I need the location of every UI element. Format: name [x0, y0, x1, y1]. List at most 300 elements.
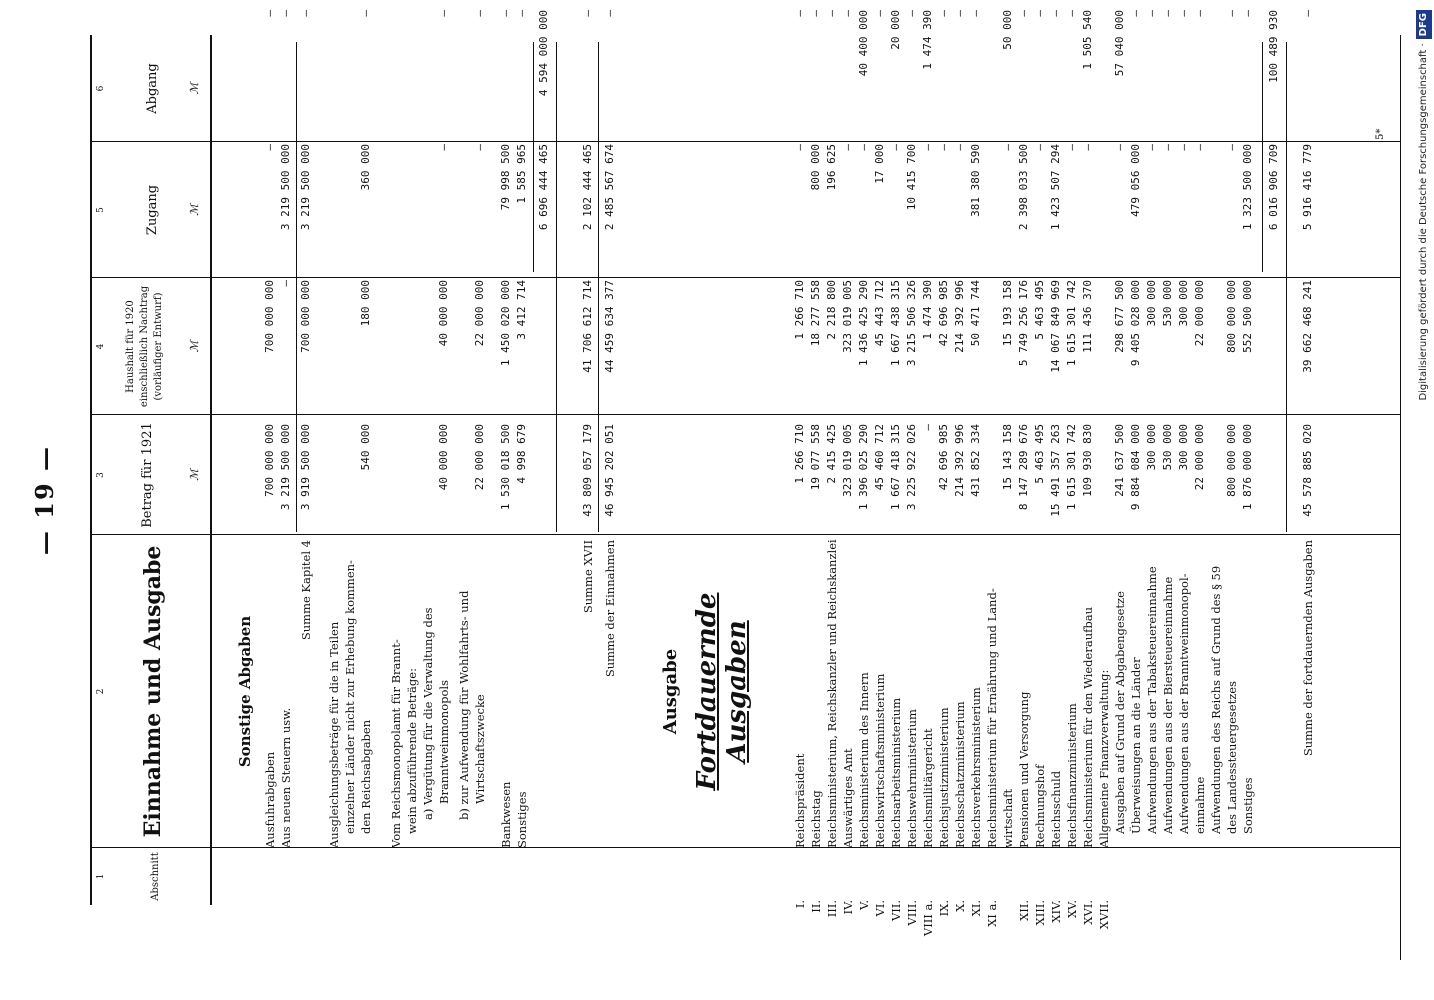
row-section-number: V.: [857, 900, 871, 910]
row-label: Reichsarbeitsministerium: [889, 697, 903, 848]
subtotal-row: [1266, 10, 1282, 960]
row-value-abgang: —: [581, 10, 594, 17]
table-row: [936, 10, 952, 960]
row-value-1920: 2 218 800: [825, 280, 838, 340]
row-value-1920: 40 000 000: [437, 280, 450, 347]
column-number-1: 1: [96, 873, 106, 880]
row-value-1921: 700 000 000: [263, 424, 276, 497]
row-value-zugang: —: [1001, 144, 1014, 151]
text-line: [456, 30, 472, 960]
row-label: Rechnungshof: [1033, 764, 1047, 848]
row-value-abgang: —: [603, 10, 616, 17]
table-row: [856, 10, 872, 960]
row-value-1920: 300 000: [1145, 280, 1158, 327]
row-value-1921: 45 578 885 020: [1301, 424, 1314, 517]
row-value-1920: 700 000 000: [299, 280, 312, 353]
sum-rule: [598, 42, 599, 532]
column-number-4: 4: [96, 343, 106, 350]
row-value-1920: 300 000: [1177, 280, 1190, 327]
row-value-1921: 46 945 202 051: [603, 424, 616, 517]
row-value-abgang: 50 000: [1001, 10, 1014, 50]
row-section-number: XI.: [969, 900, 983, 917]
table-row: [1144, 10, 1160, 960]
row-value-1921: 540 000: [359, 424, 372, 471]
row-value-zugang: —: [889, 144, 902, 151]
table-row: [824, 10, 840, 960]
row-value-1921: 42 696 985: [937, 424, 950, 491]
row-label: Allgemeine Finanzverwaltung:: [1097, 669, 1111, 848]
subtotal-abgang: 4 594 000 000: [537, 10, 550, 97]
row-label: Summe Kapitel 4: [299, 540, 313, 641]
row-label: Überweisungen an die Länder: [1129, 657, 1143, 834]
row-value-zugang: —: [937, 144, 950, 151]
row-section-number: XVII.: [1097, 900, 1111, 930]
dfg-logo: DFG: [1416, 10, 1432, 39]
row-value-1920: 45 443 712: [873, 280, 886, 347]
row-value-zugang: 79 998 500: [499, 144, 512, 211]
row-value-zugang: —: [953, 144, 966, 151]
text-line: [388, 30, 404, 960]
header-abschnitt: Abschnitt: [150, 852, 161, 901]
row-label: Reichsfinanzministerium: [1065, 703, 1079, 848]
row-value-1920: 1 667 438 315: [889, 280, 902, 367]
row-label: Branntweinmonopols: [437, 680, 451, 804]
row-value-1920: 700 000 000: [263, 280, 276, 353]
row-value-1920: 39 662 468 241: [1301, 280, 1314, 373]
header-haushalt-1920: Haushalt für 1920: [125, 300, 136, 393]
column-number-5: 5: [96, 207, 106, 213]
row-value-1921: 43 809 057 179: [581, 424, 594, 517]
header-betrag-1921: Betrag für 1921: [140, 422, 155, 528]
dfg-footer: [1416, 10, 1432, 990]
row-value-zugang: 360 000: [359, 144, 372, 191]
row-value-1921: 3 919 500 000: [299, 424, 312, 511]
row-section-number: XII.: [1017, 900, 1031, 921]
row-value-zugang: 5 916 416 779: [1301, 144, 1314, 231]
table-row: [1064, 10, 1080, 960]
row-value-1920: 44 459 634 377: [603, 280, 616, 373]
row-value-1921: 22 000 000: [473, 424, 486, 491]
row-value-1920: 1 474 390: [921, 280, 934, 340]
row-value-1921: 431 852 334: [969, 424, 982, 497]
row-label: Ausgaben auf Grund der Abgabengesetze: [1113, 591, 1127, 834]
row-value-1921: 9 884 084 000: [1129, 424, 1142, 511]
row-value-1921: 4 998 679: [515, 424, 528, 484]
row-value-1920: 1 450 020 000: [499, 280, 512, 367]
row-value-1921: 5 463 495: [1033, 424, 1046, 484]
row-value-abgang: —: [873, 10, 886, 17]
sum-row: [602, 10, 618, 960]
row-value-zugang: —: [1081, 144, 1094, 151]
row-value-1921: 1 530 018 500: [499, 424, 512, 511]
table-row: [358, 10, 374, 960]
row-label: Reichstag: [809, 790, 823, 848]
row-value-abgang: 20 000: [889, 10, 902, 50]
row-value-1921: 8 147 289 676: [1017, 424, 1030, 511]
row-value-1921: 22 000 000: [1193, 424, 1206, 491]
table-row: [1080, 10, 1096, 960]
row-value-zugang: —: [263, 144, 276, 151]
row-value-1920: 18 277 558: [809, 280, 822, 347]
row-label: Aufwendungen aus der Biersteuereinnahme: [1161, 576, 1175, 834]
table-row: [1192, 10, 1208, 960]
row-value-1921: 45 460 712: [873, 424, 886, 491]
row-value-1920: 22 000 000: [1193, 280, 1206, 347]
row-label: a) Vergütung für die Verwaltung des: [421, 607, 435, 820]
column-number-6: 6: [96, 85, 106, 92]
row-value-zugang: 479 056 000: [1129, 144, 1142, 217]
row-value-1921: 19 077 558: [809, 424, 822, 491]
row-value-1920: —: [279, 280, 292, 287]
row-value-abgang: —: [1225, 10, 1238, 17]
row-label: Vom Reichsmonopolamt für Brannt-: [389, 639, 403, 848]
table-row: [968, 10, 984, 960]
row-value-1920: 530 000: [1161, 280, 1174, 327]
table-row: [262, 10, 278, 960]
table-top-rule: [90, 35, 92, 905]
table-row: [1224, 10, 1240, 960]
row-label: Reichsministerium des Innern: [857, 672, 871, 848]
row-value-1921: 1 396 025 290: [857, 424, 870, 511]
row-value-zugang: —: [473, 144, 486, 151]
row-value-abgang: —: [969, 10, 982, 17]
header-zugang: Zugang: [145, 184, 160, 236]
column-number-2: 2: [96, 688, 106, 695]
subtotal-zugang: 6 016 906 709: [1267, 144, 1280, 231]
row-value-1921: 241 637 500: [1113, 424, 1126, 497]
table-row: [1208, 30, 1224, 960]
row-value-1920: 323 019 005: [841, 280, 854, 353]
header-einnahme-ausgabe: Einnahme und Ausgabe: [140, 545, 166, 838]
row-value-1920: 1 436 425 290: [857, 280, 870, 367]
row-value-abgang: —: [1161, 10, 1174, 17]
row-section-number: XV.: [1065, 900, 1079, 919]
row-label: b) zur Aufwendung für Wohlfahrts- und: [457, 590, 471, 820]
row-value-1921: 15 143 158: [1001, 424, 1014, 491]
row-value-zugang: 1 423 507 294: [1049, 144, 1062, 231]
row-label: Aus neuen Steuern usw.: [279, 707, 293, 848]
table-row: [952, 10, 968, 960]
table-row: [1096, 30, 1112, 960]
row-value-1921: 1 876 000 000: [1241, 424, 1254, 511]
row-value-abgang: —: [905, 10, 918, 17]
table-bottom-rule: [1400, 35, 1401, 960]
row-value-1921: 3 219 500 000: [279, 424, 292, 511]
table-row: [498, 10, 514, 960]
row-label: Ausgleichungsbeträge für die in Teilen: [327, 621, 341, 848]
row-value-abgang: —: [1017, 10, 1030, 17]
row-value-1920: 9 405 028 000: [1129, 280, 1142, 367]
row-value-1920: 50 471 744: [969, 280, 982, 347]
table-row: [278, 10, 294, 960]
fortdauernde-ausgaben-heading: Fortdauernde Ausgaben: [692, 592, 752, 791]
row-value-1921: 300 000: [1177, 424, 1190, 471]
row-value-zugang: —: [1161, 144, 1174, 151]
header-entwurf: (vorläufiger Entwurf): [153, 292, 164, 401]
table-row: [1016, 10, 1032, 960]
row-label: einzelner Länder nicht zur Erhebung kommen-: [343, 560, 357, 834]
row-value-zugang: —: [1033, 144, 1046, 151]
row-section-number: XIV.: [1049, 900, 1063, 923]
row-label: Reichsmilitärgericht: [921, 728, 935, 848]
row-value-1921: 3 225 922 026: [905, 424, 918, 511]
row-section-number: III.: [825, 900, 839, 918]
row-section-number: I.: [793, 900, 807, 909]
table-row: [984, 30, 1000, 960]
row-value-abgang: —: [1145, 10, 1158, 17]
row-label: des Landessteuergesetzes: [1225, 681, 1239, 834]
row-value-1921: 214 392 996: [953, 424, 966, 497]
row-value-zugang: 1 585 965: [515, 144, 528, 204]
row-label: wein abzuführende Beträge:: [405, 668, 419, 834]
row-label: Reichswehrministerium: [905, 709, 919, 848]
header-abgang: Abgang: [145, 63, 160, 114]
row-value-1921: 109 930 830: [1081, 424, 1094, 497]
row-label: Reichsschatzministerium: [953, 701, 967, 848]
row-label: Pensionen und Versorgung: [1017, 691, 1031, 848]
table-row: [1112, 10, 1128, 960]
row-section-number: II.: [809, 900, 823, 913]
row-value-zugang: —: [1113, 144, 1126, 151]
row-value-1920: 42 696 985: [937, 280, 950, 347]
text-line: [326, 30, 342, 960]
row-label: wirtschaft: [1001, 788, 1015, 848]
row-value-1921: 15 491 357 263: [1049, 424, 1062, 517]
row-label: Reichswirtschaftsministerium: [873, 673, 887, 848]
row-value-1921: —: [921, 424, 934, 431]
section-sonstige-abgaben: Sonstige Abgaben: [236, 615, 254, 768]
row-value-1920: 14 067 849 969: [1049, 280, 1062, 373]
table-row: [1176, 10, 1192, 960]
row-value-abgang: —: [793, 10, 806, 17]
row-value-1921: 300 000: [1145, 424, 1158, 471]
header-bottom-rule: [210, 35, 212, 905]
row-value-1920: 800 000 000: [1225, 280, 1238, 353]
row-section-number: IX.: [937, 900, 951, 917]
row-value-zugang: —: [1145, 144, 1158, 151]
subtotal-row: [536, 10, 552, 960]
subtotal-zugang: 6 696 444 465: [537, 144, 550, 231]
row-value-1921: 800 000 000: [1225, 424, 1238, 497]
row-value-zugang: —: [921, 144, 934, 151]
row-value-abgang: —: [937, 10, 950, 17]
row-value-abgang: 57 040 000: [1113, 10, 1126, 77]
row-section-number: XVI.: [1081, 900, 1095, 925]
row-label: Bankwesen: [499, 781, 513, 848]
unit-col6: ℳ: [188, 82, 201, 95]
row-value-abgang: —: [359, 10, 372, 17]
row-label: Auswärtiges Amt: [841, 748, 855, 848]
row-value-1921: 1 266 710: [793, 424, 806, 484]
row-value-abgang: —: [279, 10, 292, 17]
row-label: Reichsjustizministerium: [937, 707, 951, 848]
row-value-zugang: 1 323 500 000: [1241, 144, 1254, 231]
row-value-abgang: —: [1033, 10, 1046, 17]
unit-col3: ℳ: [188, 469, 201, 481]
row-section-number: VIII a.: [921, 900, 935, 937]
row-label: Aufwendungen aus der Branntweinmonopol-: [1177, 573, 1191, 834]
text-line: [420, 30, 436, 960]
table-row: [888, 10, 904, 960]
sum-rule: [1286, 42, 1287, 532]
row-value-zugang: —: [841, 144, 854, 151]
row-value-1921: 1 615 301 742: [1065, 424, 1078, 511]
row-value-1920: 3 215 506 326: [905, 280, 918, 367]
row-value-abgang: 1 505 540: [1081, 10, 1094, 70]
row-value-1920: 5 749 256 176: [1017, 280, 1030, 367]
row-value-abgang: —: [437, 10, 450, 17]
row-label: Summe der fortdauernden Ausgaben: [1301, 540, 1315, 757]
sum-row: [580, 10, 596, 960]
row-value-1920: 3 412 714: [515, 280, 528, 340]
row-value-1920: 214 392 996: [953, 280, 966, 353]
row-label: Sonstiges: [515, 791, 529, 848]
sum-row: [1300, 10, 1316, 960]
row-value-1920: 298 677 500: [1113, 280, 1126, 353]
row-label: Aufwendungen des Reichs auf Grund des § 59: [1209, 565, 1223, 834]
row-value-abgang: —: [1193, 10, 1206, 17]
table-row: [872, 10, 888, 960]
table-row: [472, 10, 488, 960]
text-line: [342, 30, 358, 960]
unit-col4: ℳ: [188, 340, 201, 353]
row-value-abgang: —: [515, 10, 528, 17]
row-value-zugang: —: [437, 144, 450, 151]
row-label: Reichsministerium, Reichskanzler und Reichskanzlei: [825, 539, 839, 848]
table-row: [1240, 10, 1256, 960]
table-row: [920, 10, 936, 960]
row-value-zugang: 2 485 567 674: [603, 144, 616, 231]
table-row: [808, 10, 824, 960]
row-section-number: VI.: [873, 900, 887, 917]
row-value-abgang: —: [825, 10, 838, 17]
row-label: Wirtschaftszwecke: [473, 694, 487, 804]
table-row: [904, 10, 920, 960]
table-row: [840, 10, 856, 960]
row-value-1921: 2 415 425: [825, 424, 838, 484]
table-row: [792, 10, 808, 960]
row-value-abgang: 1 474 390: [921, 10, 934, 70]
row-value-abgang: —: [1129, 10, 1142, 17]
sum-rule: [296, 42, 297, 532]
dfg-footer-text: Digitalisierung gefördert durch die Deutsche Forschungsgemeinschaft ·: [1418, 43, 1429, 401]
row-value-zugang: 17 000: [873, 144, 886, 184]
row-value-abgang: —: [299, 10, 312, 17]
table-row: [1048, 10, 1064, 960]
row-value-abgang: —: [473, 10, 486, 17]
row-value-1920: 41 706 612 714: [581, 280, 594, 373]
subtotal-rule: [533, 42, 534, 272]
row-label: Summe der Einnahmen: [603, 540, 617, 678]
row-section-number: XI a.: [985, 900, 999, 927]
table-row: [514, 10, 530, 960]
row-label: Aufwendungen aus der Tabaksteuereinnahme: [1145, 566, 1159, 834]
row-section-number: IV.: [841, 900, 855, 915]
header-nachtrag: einschließlich Nachtrag: [139, 285, 150, 408]
row-value-abgang: —: [1177, 10, 1190, 17]
row-value-zugang: 196 625: [825, 144, 838, 191]
text-line: [404, 30, 420, 960]
row-value-zugang: 381 380 590: [969, 144, 982, 217]
unit-col5: ℳ: [188, 204, 201, 216]
subtotal-abgang: 100 489 930: [1267, 10, 1280, 83]
row-label: Reichsverkehrsministerium: [969, 687, 983, 848]
row-label: Reichsministerium für Ernährung und Land-: [985, 588, 999, 848]
row-value-zugang: —: [1225, 144, 1238, 151]
row-value-zugang: —: [1193, 144, 1206, 151]
row-label: Sonstiges: [1241, 777, 1255, 834]
sum-row: [298, 10, 314, 960]
row-value-zugang: —: [1065, 144, 1078, 151]
row-value-1920: 1 615 301 742: [1065, 280, 1078, 367]
row-value-abgang: —: [1049, 10, 1062, 17]
row-value-1921: 1 667 418 315: [889, 424, 902, 511]
row-value-1921: 323 019 005: [841, 424, 854, 497]
row-label: Reichsministerium für den Wiederaufbau: [1081, 607, 1095, 848]
row-value-zugang: 2 102 444 465: [581, 144, 594, 231]
row-value-abgang: —: [1301, 10, 1314, 17]
row-value-zugang: 2 398 033 500: [1017, 144, 1030, 231]
row-value-abgang: —: [809, 10, 822, 17]
sheet-mark: 5*: [1375, 128, 1386, 140]
row-value-abgang: —: [953, 10, 966, 17]
row-section-number: X.: [953, 900, 967, 912]
ausgabe-heading: Ausgabe: [660, 648, 681, 735]
row-value-1920: 552 500 000: [1241, 280, 1254, 353]
table-row: [1128, 10, 1144, 960]
row-section-number: XIII.: [1033, 900, 1047, 926]
row-value-1920: 15 193 158: [1001, 280, 1014, 347]
row-label: den Reichsabgaben: [359, 719, 373, 834]
page-number: — 19 —: [30, 444, 59, 556]
row-value-1920: 1 266 710: [793, 280, 806, 340]
row-label: Ausfuhrabgaben: [263, 751, 277, 848]
row-value-abgang: —: [841, 10, 854, 17]
row-section-number: VII.: [889, 900, 903, 922]
row-value-zugang: —: [793, 144, 806, 151]
row-label: Summe XVII: [581, 540, 595, 614]
row-value-abgang: 40 400 000: [857, 10, 870, 77]
row-value-1920: 180 000: [359, 280, 372, 327]
row-value-zugang: 3 219 500 000: [299, 144, 312, 231]
row-value-zugang: —: [857, 144, 870, 151]
sum-rule: [556, 42, 557, 532]
row-value-zugang: 10 415 700: [905, 144, 918, 211]
row-value-1921: 530 000: [1161, 424, 1174, 471]
row-value-1921: 40 000 000: [437, 424, 450, 491]
subtotal-rule: [1262, 42, 1263, 272]
row-value-zugang: 3 219 500 000: [279, 144, 292, 231]
column-number-3: 3: [96, 472, 106, 478]
row-value-zugang: 800 000: [809, 144, 822, 191]
table-row: [1000, 10, 1016, 960]
row-value-abgang: —: [263, 10, 276, 17]
table-row: [1032, 10, 1048, 960]
row-value-1920: 111 436 370: [1081, 280, 1094, 353]
row-value-abgang: —: [1065, 10, 1078, 17]
row-value-1920: 5 463 495: [1033, 280, 1046, 340]
row-label: Reichsschuld: [1049, 770, 1063, 848]
row-section-number: VIII.: [905, 900, 919, 926]
table-row: [436, 10, 452, 960]
row-value-abgang: —: [1241, 10, 1254, 17]
row-value-zugang: —: [1177, 144, 1190, 151]
table-row: [1160, 10, 1176, 960]
row-value-abgang: —: [499, 10, 512, 17]
row-value-1920: 22 000 000: [473, 280, 486, 347]
row-label: einnahme: [1193, 776, 1207, 834]
row-label: Reichspräsident: [793, 753, 807, 848]
